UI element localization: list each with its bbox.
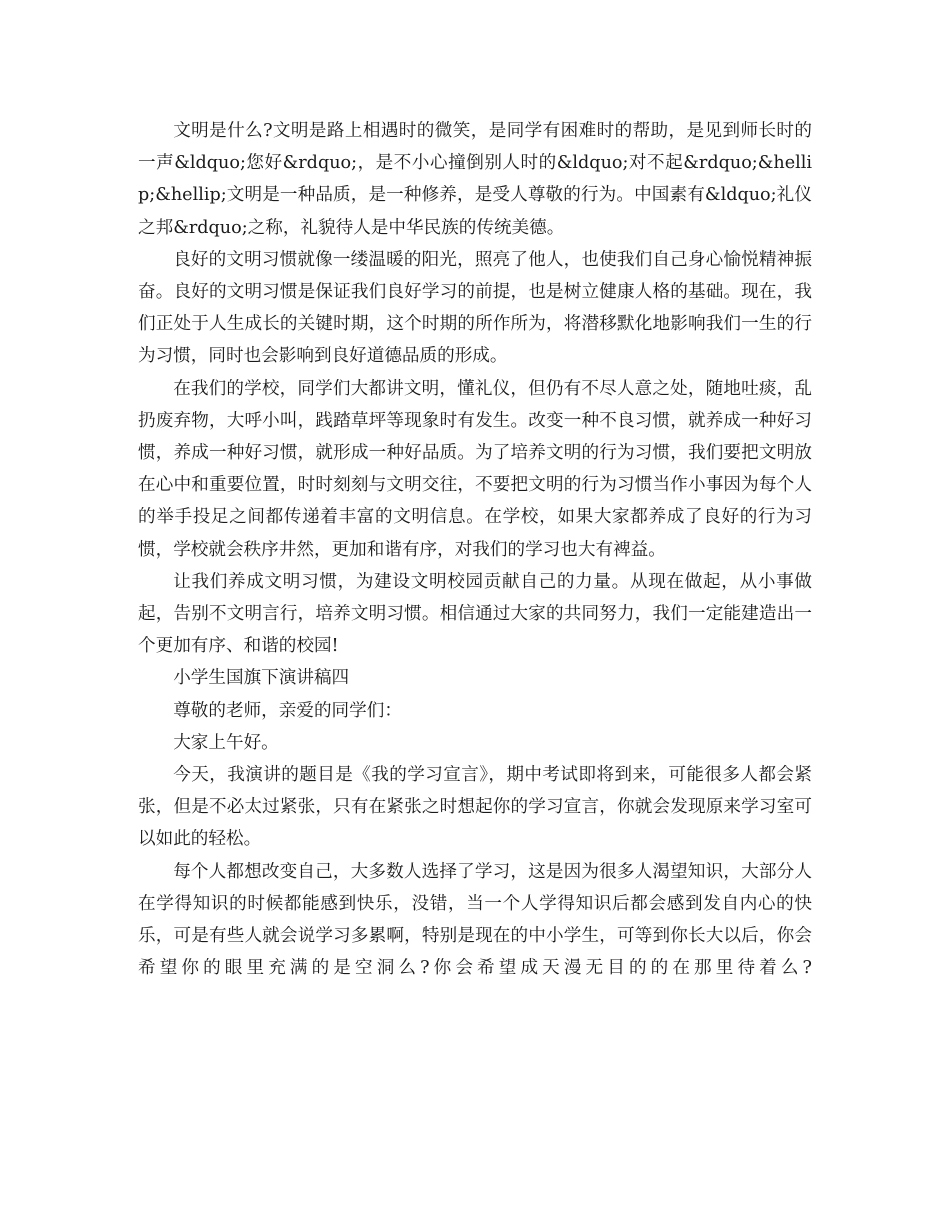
paragraph-learning-declaration: 今天，我演讲的题目是《我的学习宣言》，期中考试即将到来，可能很多人都会紧张，但是不必太过紧张，只有在紧张之时想起你的学习宣言，你就会发现原来学习室可以如此的轻松。: [138, 765, 812, 850]
paragraph-call-to-action: 让我们养成文明习惯，为建设文明校园贡献自己的力量。从现在做起，从小事做起，告别不文明言行，培养文明习惯。相信通过大家的共同努力，我们一定能建造出一个更加有序、和谐的校园!: [138, 571, 812, 657]
speech-salutation: 尊敬的老师，亲爱的同学们：: [173, 700, 402, 721]
paragraph-desire-to-learn: 每个人都想改变自己，大多数人选择了学习，这是因为很多人渴望知识，大部分人在学得知识的时候都能感到快乐，没错，当一个人学得知识后都会感到发自内心的快乐，可是有些人就会说学习多累啊，特别是现在的中小学生，可等到你长大以后，你会希望你的眼里充满的是空洞么?你会希望成天漫无目的的在那里待着么?: [138, 861, 812, 979]
speech-title: 小学生国旗下演讲稿四: [173, 668, 350, 689]
paragraph-civility-definition: 文明是什么?文明是路上相遇时的微笑，是同学有困难时的帮助，是见到师长时的一声&ldquo;您好&rdquo;，是不小心撞倒别人时的&ldquo;对不起&rdquo;&hellip;&hellip;文明是一种品质，是一种修养，是受人尊敬的行为。中国素有&ldquo;礼仪之邦&rdquo;之称，礼貌待人是中华民族的传统美德。: [138, 121, 812, 238]
paragraph-good-habits: 良好的文明习惯就像一缕温暖的阳光，照亮了他人，也使我们自己身心愉悦精神振奋。良好的文明习惯是保证我们良好学习的前提，也是树立健康人格的基础。现在，我们正处于人生成长的关键时期，这个时期的所作所为，将潜移默化地影响我们一生的行为习惯，同时也会影响到良好道德品质的形成。: [138, 249, 812, 367]
paragraph-school-behavior: 在我们的学校，同学们大都讲文明，懂礼仪，但仍有不尽人意之处，随地吐痰，乱扔废弃物，大呼小叫，践踏草坪等现象时有发生。改变一种不良习惯，就养成一种好习惯，养成一种好习惯，就形成一种好品质。为了培养文明的行为习惯，我们要把文明放在心中和重要位置，时时刻刻与文明交往，不要把文明的行为习惯当作小事因为每个人的举手投足之间都传递着丰富的文明信息。在学校，如果大家都养成了良好的行为习惯，学校就会秩序井然，更加和谐有序，对我们的学习也大有裨益。: [138, 378, 812, 560]
document-page: [138, 115, 812, 984]
speech-greeting: 大家上午好。: [173, 732, 279, 753]
